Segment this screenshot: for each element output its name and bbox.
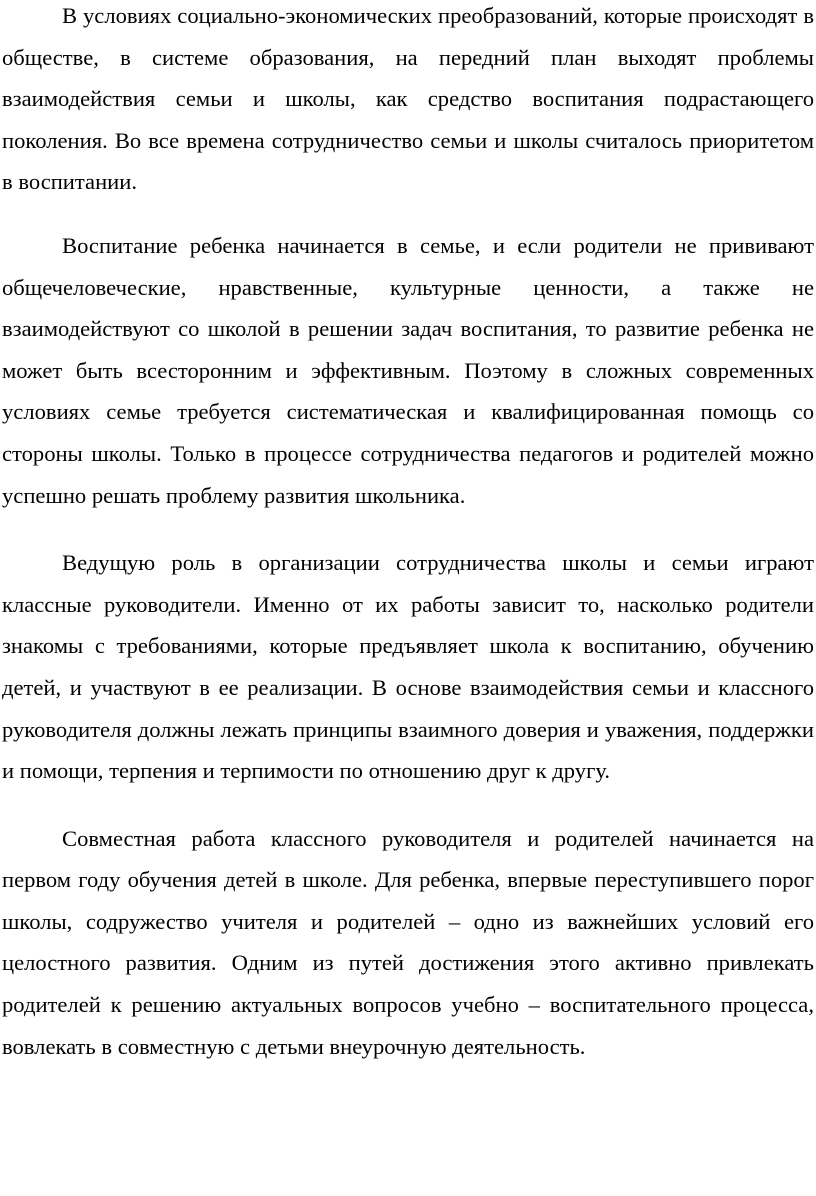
paragraph-3: Ведущую роль в организации сотрудничества школы и семьи играют классные руководители. Именно от их работы зависит то, насколько родители знакомы с требованиями, которые предъявляет школа к воспитанию, обучению детей, и участвуют в ее реализации. В основе взаимодействия семьи и классного руководителя должны лежать принципы взаимного доверия и уважения, поддержки и помощи, терпения и терпимости по отношению друг к другу.: [2, 550, 814, 784]
paragraph-1: В условиях социально-экономических преобразований, которые происходят в обществе, в системе образования, на передний план выходят проблемы взаимодействия семьи и школы, как средство воспитания подрастающего поколения. Во все времена сотрудничество семьи и школы считалось приоритетом в воспитании.: [2, 3, 814, 195]
paragraph-4: Совместная работа классного руководителя и родителей начинается на первом году обучения детей в школе. Для ребенка, впервые переступившего порог школы, содружество учителя и родителей – одно из важнейших условий его целостного развития. Одним из путей достижения этого активно привлекать родителей к решению актуальных вопросов учебно – воспитательного процесса, вовлекать в совместную с детьми внеурочную деятельность.: [2, 825, 814, 1059]
paragraph-2: Воспитание ребенка начинается в семье, и если родители не прививают общечеловеческие, нравственные, культурные ценности, а также не взаимодействуют со школой в решении задач воспитания, то развитие ребенка не может быть всесторонним и эффективным. Поэтому в сложных современных условиях семье требуется систематическая и квалифицированная помощь со стороны школы. Только в процессе сотрудничества педагогов и родителей можно успешно решать проблему развития школьника.: [2, 232, 814, 508]
